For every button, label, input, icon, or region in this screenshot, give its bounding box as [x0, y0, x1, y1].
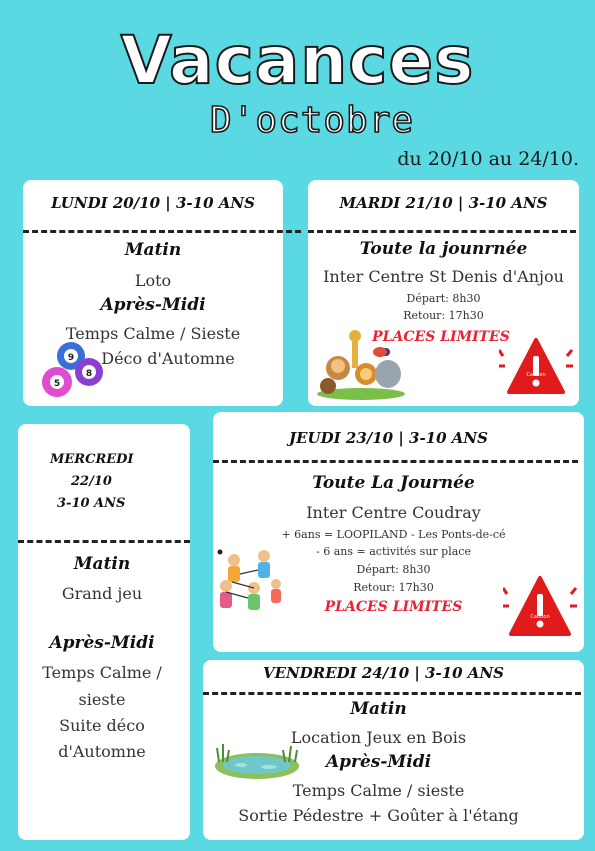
monday-afternoon-activity-2: Déco d'Automne	[101, 349, 235, 368]
tuesday-activity: Inter Centre St Denis d'Anjou	[323, 267, 564, 286]
thursday-card	[213, 412, 584, 652]
monday-morning-activity: Loto	[134, 271, 172, 290]
wednesday-card	[18, 424, 190, 840]
caution-icon	[503, 572, 577, 640]
wednesday-afternoon-line-1: Temps Calme /	[42, 663, 162, 682]
wednesday-afternoon-line-4: d'Automne	[58, 742, 146, 761]
divider	[308, 230, 576, 233]
date-range: du 20/10 au 24/10.	[397, 148, 579, 170]
tuesday-day-label: Toute la jounrnée	[359, 239, 528, 259]
divider	[23, 230, 301, 233]
bingo-balls-icon	[31, 340, 111, 400]
friday-afternoon-label: Après-Midi	[325, 752, 432, 772]
thursday-day-label: Toute La Journée	[312, 473, 475, 493]
friday-afternoon-activity-1: Temps Calme / sieste	[292, 781, 465, 800]
poster-subtitle: D'octobre	[210, 100, 415, 141]
tuesday-card	[308, 180, 579, 406]
wednesday-afternoon-line-2: sieste	[78, 690, 126, 709]
monday-heading: LUNDI 20/10 | 3-10 ANS	[51, 194, 255, 212]
bingo-ball-label: 9	[67, 353, 75, 363]
tuesday-heading: MARDI 21/10 | 3-10 ANS	[339, 194, 548, 212]
wednesday-heading-age: 3-10 ANS	[57, 496, 126, 511]
friday-heading: VENDREDI 24/10 | 3-10 ANS	[262, 664, 504, 682]
friday-afternoon-activity-2: Sortie Pédestre + Goûter à l'étang	[238, 806, 519, 825]
thursday-detail-2: - 6 ans = activités sur place	[316, 545, 471, 558]
tuesday-departure: Départ: 8h30	[406, 292, 481, 305]
caution-icon	[499, 334, 573, 398]
wednesday-heading-date: 22/10	[71, 474, 112, 489]
wednesday-afternoon-line-3: Suite déco	[59, 716, 145, 735]
poster-title: Vacances	[120, 22, 475, 99]
caution-label: Caution	[526, 372, 546, 378]
bingo-ball-label: 8	[85, 369, 93, 379]
divider	[18, 540, 190, 543]
thursday-departure: Départ: 8h30	[356, 563, 431, 576]
thursday-heading: JEUDI 23/10 | 3-10 ANS	[289, 429, 488, 447]
thursday-detail-1: + 6ans = LOOPILAND - Les Ponts-de-cé	[281, 528, 506, 541]
tuesday-return: Retour: 17h30	[403, 309, 484, 322]
wednesday-afternoon-label: Après-Midi	[49, 633, 155, 653]
monday-card	[23, 180, 283, 406]
friday-morning-label: Matin	[350, 699, 407, 719]
bingo-ball-label: 5	[53, 379, 61, 389]
caution-label: Caution	[530, 614, 550, 620]
monday-afternoon-activity-1: Temps Calme / Sieste	[65, 324, 241, 343]
wednesday-morning-label: Matin	[73, 554, 131, 574]
kids-playing-icon	[214, 546, 286, 622]
monday-morning-label: Matin	[124, 240, 182, 260]
jungle-animals-icon	[316, 330, 406, 400]
thursday-activity: Inter Centre Coudray	[306, 503, 481, 522]
thursday-notice: PLACES LIMITES	[324, 599, 463, 615]
monday-afternoon-label: Après-Midi	[100, 295, 206, 315]
wednesday-heading-day: MERCREDI	[50, 452, 134, 467]
divider	[213, 460, 578, 463]
tuesday-notice: PLACES LIMITES	[372, 329, 510, 345]
pond-icon	[211, 738, 303, 782]
wednesday-morning-activity: Grand jeu	[61, 584, 143, 603]
divider	[203, 692, 581, 695]
thursday-return: Retour: 17h30	[353, 581, 434, 594]
friday-morning-activity: Location Jeux en Bois	[290, 728, 467, 747]
friday-card	[203, 660, 584, 840]
